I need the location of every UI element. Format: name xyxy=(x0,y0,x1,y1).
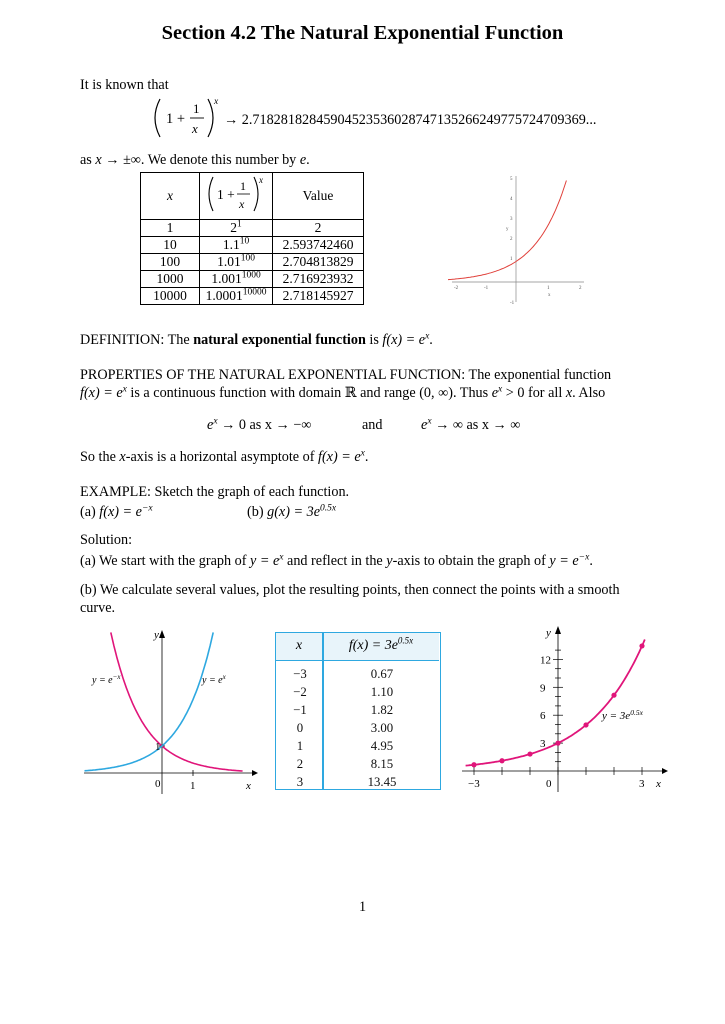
svg-text:x: x xyxy=(259,175,263,185)
e-x-curve xyxy=(85,632,214,770)
data-point xyxy=(471,762,476,767)
data-point xyxy=(527,751,532,756)
y-tick: 2 xyxy=(510,237,513,242)
solution-b-line2: curve. xyxy=(80,600,116,616)
page-number: 1 xyxy=(358,899,367,915)
table-row: −1 1.82 xyxy=(293,702,394,717)
x-axis-arrow xyxy=(662,768,668,774)
table-row: −3 0.67 xyxy=(293,666,394,681)
y-tick: 3 xyxy=(510,217,513,222)
page-title: Section 4.2 The Natural Exponential Function xyxy=(161,22,564,44)
data-point xyxy=(583,722,588,727)
svg-text:x: x xyxy=(239,197,245,211)
limit-value: → 2.71828182845904523536028747135266249775724709369... xyxy=(224,112,597,128)
limit-left: $e^x \to 0$ as x → −∞ xyxy=(207,416,312,433)
svg-text:1 +: 1 + xyxy=(217,187,235,202)
solution-heading: Solution: xyxy=(80,532,133,548)
y-tick-label: 12 xyxy=(540,654,551,667)
table-row: 0 3.00 xyxy=(296,720,394,735)
data-point xyxy=(611,693,616,698)
y-tick: -1 xyxy=(510,301,515,306)
table-row: 2 8.15 xyxy=(296,756,394,771)
solution-b-line1: (b) We calculate several values, plot the resulting points, then connect the points with a smooth xyxy=(80,582,620,598)
y-axis-label: y xyxy=(546,627,551,639)
x-tick-label: −3 xyxy=(468,778,480,790)
x-tick-label: 3 xyxy=(639,778,645,790)
x-tick: -2 xyxy=(454,286,459,291)
svg-text:x: x xyxy=(214,97,219,107)
table-row: 10 $1.1^{10}$ 2.593742460 xyxy=(141,237,364,254)
solution-a: (a) We start with the graph of $y = e^x$ and reflect in the y-axis to obtain the graph of $y = e^{-x}$. xyxy=(80,552,593,569)
table-row: 1 $2^1$ 2 xyxy=(141,220,364,237)
table-row: 100 1.01$^{100}$ 2.704813829 xyxy=(141,254,364,271)
table2-header-x: x xyxy=(295,638,303,653)
y-axis-label: y xyxy=(154,629,159,641)
svg-text:1: 1 xyxy=(193,101,200,116)
col-header-x: x xyxy=(141,173,200,220)
svg-text:1: 1 xyxy=(240,179,246,193)
y-tick: 4 xyxy=(510,197,513,202)
y-tick-label: 3 xyxy=(540,738,546,751)
example-part-a: (a) $f(x) = e^{-x}$ xyxy=(80,503,153,520)
table-row: 10000 $1.0001^{10000}$ 2.718145927 xyxy=(141,288,364,305)
origin-label: 0 xyxy=(546,778,552,790)
y-tick-1: 1 xyxy=(155,741,161,753)
limit-right: $e^x$ → ∞ as x → ∞ xyxy=(421,416,521,433)
and-text: and xyxy=(362,417,383,433)
exp-scatter-chart xyxy=(458,624,670,796)
table-row: −2 1.10 xyxy=(293,684,394,699)
x-tick-1: 1 xyxy=(190,780,196,792)
values-table xyxy=(276,665,440,791)
label-e-neg-x: $y = e^{-x}$ xyxy=(92,673,121,686)
table2-header-f: $f(x) = 3e^{0.5x}$ xyxy=(348,635,414,653)
curve-label: $y = 3e^{0.5x}$ xyxy=(602,708,643,722)
small-exp-graph xyxy=(448,172,588,308)
col-header-value: Value xyxy=(273,173,364,220)
x-tick: 2 xyxy=(579,286,582,291)
x-axis-label: x xyxy=(548,293,551,298)
y-axis-arrow xyxy=(555,626,561,634)
example-heading: EXAMPLE: Sketch the graph of each function. xyxy=(80,484,350,500)
asymptote-text: So the x-axis is a horizontal asymptote of $f(x) = e^x$. xyxy=(80,448,369,465)
table-row: 1000 $1.001^{1000}$ 2.716923932 xyxy=(141,271,364,288)
properties-line1: PROPERTIES OF THE NATURAL EXPONENTIAL FUNCTION: The exponential function xyxy=(80,367,612,383)
data-point xyxy=(499,758,504,763)
fitted-curve xyxy=(466,640,645,766)
limit-table xyxy=(140,172,364,305)
label-e-x: $y = e^x$ xyxy=(202,673,226,686)
intro-line2: as x → ±∞. We denote this number by e. xyxy=(80,152,310,168)
y-tick-label: 9 xyxy=(540,682,546,695)
origin-label: 0 xyxy=(155,778,161,790)
svg-text:x: x xyxy=(192,121,198,136)
y-tick-label: 6 xyxy=(540,710,546,723)
x-tick: -1 xyxy=(484,286,489,291)
x-axis-label: x xyxy=(656,778,661,790)
e-neg-x-curve xyxy=(111,632,243,771)
x-axis-label: x xyxy=(246,780,251,792)
reflection-graph xyxy=(82,626,260,796)
properties-line2: $f(x) = e^x$ is a continuous function with domain ℝ and range (0, ∞). Thus $e^x > 0$ for all x. Also xyxy=(80,384,606,401)
y-tick: 5 xyxy=(510,177,513,182)
definition: DEFINITION: The natural exponential function is $f(x) = e^x$. xyxy=(80,331,433,348)
intro-text: It is known that xyxy=(80,77,169,93)
x-tick: 1 xyxy=(547,286,550,291)
example-part-b: (b) $g(x) = 3e^{0.5x}$ xyxy=(247,503,337,520)
data-point xyxy=(639,643,644,648)
svg-text:1 +: 1 + xyxy=(166,111,186,127)
data-point xyxy=(555,741,560,746)
table-row: 1 4.95 xyxy=(296,738,394,753)
y-axis-label: y xyxy=(506,227,509,232)
col-header-expression xyxy=(200,173,273,220)
table-row: 3 13.45 xyxy=(296,774,397,789)
y-tick: 1 xyxy=(510,257,513,262)
